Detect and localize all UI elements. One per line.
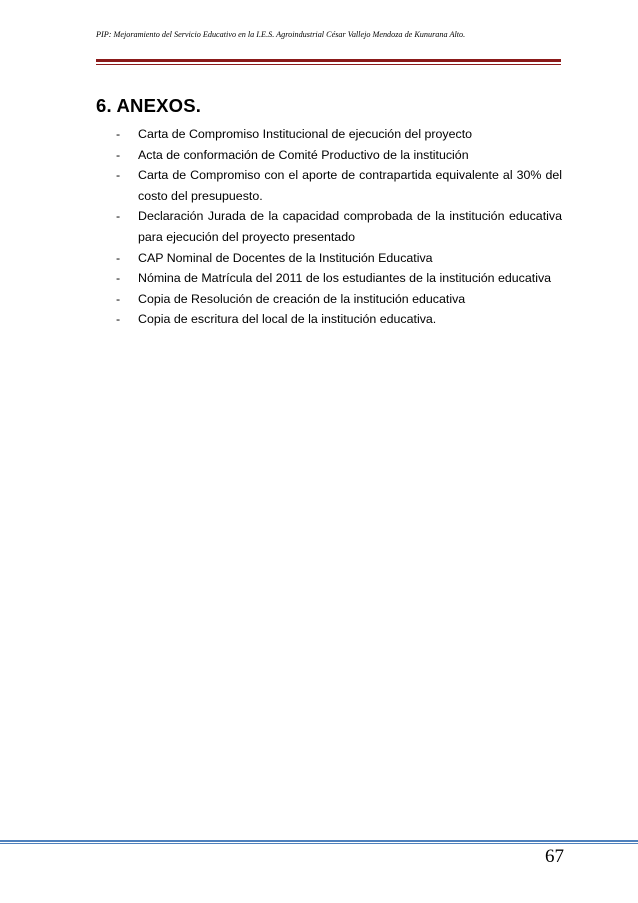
footer-divider <box>0 840 638 842</box>
footer-divider-thin <box>0 843 638 844</box>
annex-item-text: CAP Nominal de Docentes de la Institución Educativa <box>138 250 433 265</box>
list-bullet: - <box>116 312 121 327</box>
list-bullet: - <box>116 209 121 224</box>
list-bullet: - <box>116 271 121 286</box>
annex-item <box>116 268 562 289</box>
section-title: 6. ANEXOS. <box>96 95 202 116</box>
annex-item <box>116 206 562 247</box>
annex-item-text: Acta de conformación de Comité Productivo de la institución <box>138 147 469 162</box>
annex-item <box>116 248 562 269</box>
list-bullet: - <box>116 250 121 265</box>
header-divider-thin <box>96 64 561 65</box>
annex-item-text: Carta de Compromiso con el aporte de contrapartida equivalente al 30% del costo del presupuesto. <box>138 168 562 203</box>
annex-item <box>116 124 562 145</box>
annex-item-text: Nómina de Matrícula del 2011 de los estudiantes de la institución educativa <box>138 271 552 286</box>
list-bullet: - <box>116 147 121 162</box>
annex-list <box>116 124 562 330</box>
page-number: 67 <box>545 846 564 867</box>
list-bullet: - <box>116 291 121 306</box>
running-header: PIP: Mejoramiento del Servicio Educativo en la I.E.S. Agroindustrial César Vallejo Mendoza de Kunurana Alto. <box>96 30 466 39</box>
annex-item <box>116 165 562 206</box>
annex-item-text: Declaración Jurada de la capacidad comprobada de la institución educativa para ejecución del proyecto presentado <box>138 209 562 244</box>
annex-item <box>116 309 562 330</box>
annex-item <box>116 145 562 166</box>
list-bullet: - <box>116 127 121 141</box>
list-bullet: - <box>116 168 121 183</box>
annex-item-text: Copia de escritura del local de la institución educativa. <box>138 312 437 327</box>
annex-item-text: Carta de Compromiso Institucional de ejecución del proyecto <box>138 127 473 141</box>
header-divider-thick <box>96 59 561 62</box>
annex-item-text: Copia de Resolución de creación de la institución educativa <box>138 291 466 306</box>
annex-item <box>116 289 562 310</box>
